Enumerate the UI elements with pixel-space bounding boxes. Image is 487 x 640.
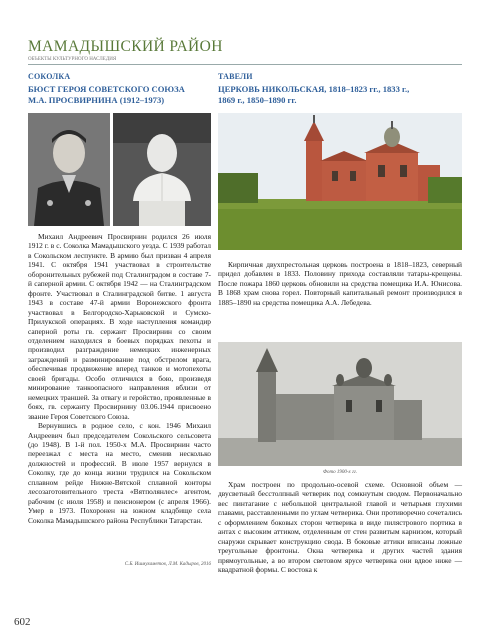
left-author: С.Б. Ишмухаметов, Л.М. Кадыров, 2016 bbox=[124, 562, 211, 567]
portrait-photo bbox=[28, 113, 110, 226]
left-heading bbox=[28, 84, 185, 106]
left-heading-line1: БЮСТ ГЕРОЯ СОВЕТСКОГО СОЮЗА bbox=[28, 84, 185, 94]
right-body-2 bbox=[218, 480, 462, 575]
right-heading-line1: ЦЕРКОВЬ НИКОЛЬСКАЯ, 1818–1823 гг., 1833 г., bbox=[218, 84, 410, 94]
header-rule bbox=[28, 64, 462, 65]
right-paragraph-1: Кирпичная двухпрестольная церковь построена в 1818–1823, северный придел добавлен в 1833. Половину прихода составляли татары-крещены. После пожара 1860 церковь обновили на средства помещика И.А. Юнисова. В 1868 храм снова горел. Повторный капитальный ремонт производился в 1885–1890 на средства помещика А.А. Лебедева. bbox=[218, 260, 462, 307]
historic-church-photo bbox=[218, 342, 462, 466]
right-paragraph-2: Храм построен по продольно-осевой схеме. Основной объем — двусветный бесстолпный четверик под сомкнутым сводом. Первоначально вес пинтагание с небольшой центральной главой и четырьмя глухими главами, расставленными по углам четверика. Они противоречно сочетались с оформлением боковых сторон четверика в виде пилястрового портика в антах с высоким аттиком, отделенным от стен развитым карнизом, который снаружи скрывает конструкцию свода. В боковые аттики вписаны ложные треугольные фронтоны. Окна четверика и других частей здания прямоугольные, а во втором световом ярусе четверика они вдвое ниже — квадратной формы. С востока к bbox=[218, 480, 462, 575]
left-heading-line2: М.А. ПРОСВИРНИНА (1912–1973) bbox=[28, 95, 165, 105]
historic-photo-caption: Фото 1900-х гг. bbox=[322, 470, 358, 475]
left-paragraph-1: Михаил Андреевич Просвирнин родился 26 июля 1912 г. в с. Соколка Мамадышского уезда. С 1939 работал в Сокольском леспункте. В армию был призван 4 апреля 1941. С октября 1941 участвовал в строительстве оборонительных рубежей под Сталинградом в составе 7-й саперной армии. С октября 1942 — на Сталинградском фронте. Участвовал в Сталинградской битве. 1 августа 1943 в составе 47-й армии Воронежского фронта участвовал в Белгородско-Харьковской и Сумско-Прилукской операциях. В ходе наступления командир саперной роты гв. сержант Просвирнин со своим отделением находился в боевых порядках пехоты и производил разграждение немецких инженерных заграждений и разминирование под обстрелом врага, обеспечивая продвижение вперед танков и мотопехоты своей бригады. Особо отличился в бою, произведя минирование танкоопасного направления вблизи от немецких траншей. За отвагу и геройство, проявленные в боях, гв. сержанту Просвирнину 03.06.1944 присвоено звание Героя Советского Союза. bbox=[28, 232, 211, 421]
region-subtitle: ОБЪЕКТЫ КУЛЬТУРНОГО НАСЛЕДИЯ bbox=[28, 57, 117, 62]
bust-photo bbox=[113, 113, 211, 226]
right-body-1 bbox=[218, 260, 462, 307]
left-paragraph-2: Вернувшись в родное село, с кон. 1946 Михаил Андреевич был председателем Сокольского сельсовета (до 1948). В 1-й пол. 1950-х М.А. Просвирнин часто переезжал с места на место, сменив несколько должностей и профессий. В июле 1957 вернулся в Соколку, где до конца жизни трудился на Сокольском сплавном рейде Нижне-Вятской сплавной конторы лесозаготовительного треста «Вятполянлес» агентом, рабочим (с июля 1958) и пенсионером (с апреля 1966). Умер в 1973. Похоронен на южном кладбище села Соколка Мамадышского района Республики Татарстан. bbox=[28, 421, 211, 525]
left-category: СОКОЛКА bbox=[28, 72, 71, 81]
page-number: 602 bbox=[14, 616, 31, 628]
right-heading bbox=[218, 84, 409, 106]
church-photo bbox=[218, 113, 462, 250]
left-body bbox=[28, 232, 211, 525]
region-title: МАМАДЫШСКИЙ РАЙОН bbox=[28, 38, 223, 55]
right-category: ТАВЕЛИ bbox=[218, 72, 253, 81]
right-heading-line2: 1869 г., 1850–1890 гг. bbox=[218, 95, 297, 105]
